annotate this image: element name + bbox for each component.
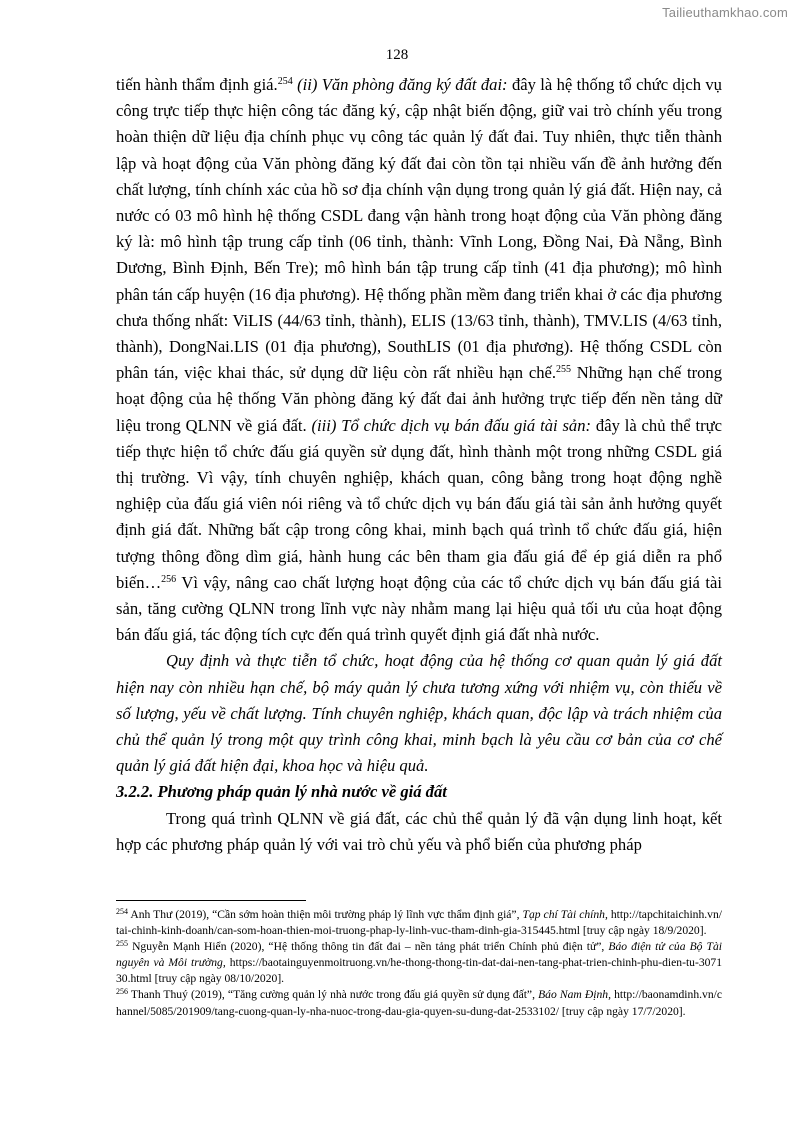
italic-conclusion: Quy định và thực tiễn tổ chức, hoạt động của hệ thống cơ quan quản lý giá đất hiện nay còn nhiều hạn chế, bộ máy quản lý chưa tương xứng với nhiệm vụ, còn thiếu về số lượng, yếu về chất lượng. Tính chuyên nghiệp, khách quan, độc lập và trách nhiệm của chủ thể quản lý trong một quy trình công khai, minh bạch là yêu cầu cơ bản của cơ chế quản lý giá đất hiện đại, khoa học và hiệu quả. xyxy=(116,651,722,776)
footnote-text: Nguyễn Mạnh Hiển (2020), “Hệ thống thông tin đất đai – nền tảng phát triển Chính phủ điện tử”, xyxy=(128,940,609,954)
text-run: đây là chủ thể trực tiếp thực hiện tổ chức đấu giá quyền sử dụng đất, hình thành một trong những CSDL giá thị trường. Vì vậy, tính chuyên nghiệp, khách quan, công bằng trong hoạt động nghề nghiệp của đấu giá viên nói riêng và tổ chức dịch vụ bán đấu giá tài sản ảnh hưởng quyết định giá đất. Những bất cập trong công khai, minh bạch quá trình tổ chức đấu giá, hiện tượng thông đồng dìm giá, hành hung các bên tham gia đấu giá để ép giá diễn ra phổ biến… xyxy=(116,415,723,592)
item-title-land-registration-office: (ii) Văn phòng đăng ký đất đai: xyxy=(292,75,508,94)
item-title-auction-organization: (iii) Tổ chức dịch vụ bán đấu giá tài sản: xyxy=(306,415,592,435)
text-run: tiến hành thẩm định giá. xyxy=(116,75,278,94)
watermark: Tailieuthamkhao.com xyxy=(662,5,788,20)
paragraph-2 xyxy=(116,648,722,779)
paragraph-3: Trong quá trình QLNN về giá đất, các chủ thể quản lý đã vận dụng linh hoạt, kết hợp các phương pháp quản lý với vai trò chủ yếu và phổ biến của phương pháp xyxy=(116,808,722,854)
text-run: Những hạn chế trong hoạt động của hệ thống Văn phòng đăng ký đất đai ảnh hưởng trực tiếp đến nền tảng dữ liệu trong QLNN về giá đất. xyxy=(116,363,722,435)
footnote-divider xyxy=(116,900,306,901)
text-run: đây là hệ thống tổ chức dịch vụ công trực tiếp thực hiện công tác đăng ký, cập nhật biến động, giữ vai trò chính yếu trong hoàn thiện dữ liệu địa chính phục vụ công tác quản lý đất đai. Tuy nhiên, thực tiễn thành lập và hoạt động của Văn phòng đăng ký đất đai còn tồn tại nhiều vấn đề ảnh hưởng đến chất lượng, tính chính xác của hồ sơ địa chính vận dụng trong quản lý giá đất. Hiện nay, cả nước có 03 mô hình hệ thống CSDL đang vận hành trong hoạt động của Văn phòng đăng ký là: mô hình tập trung cấp tỉnh (06 tỉnh, thành: Vĩnh Long, Đồng Nai, Đà Nẵng, Bình Dương, Bình Định, Bến Tre); mô hình bán tập trung cấp tỉnh (41 địa phương); mô hình phân tán cấp huyện (16 địa phương). Hệ thống phần mềm đang triển khai ở các địa phương chưa thống nhất: ViLIS (44/63 tỉnh, thành), ELIS (13/63 tỉnh, thành), TMV.LIS (4/63 tỉnh, thành), DongNai.LIS (01 địa phương), SouthLIS (01 địa phương). Hệ thống CSDL còn phân tán, việc khai thác, sử dụng dữ liệu còn rất nhiều hạn chế. xyxy=(116,75,722,383)
footnote-number: 256 xyxy=(116,987,128,997)
footnote-256 xyxy=(116,987,722,1019)
footnote-ref-256[interactable]: 256 xyxy=(161,573,177,585)
footnote-url[interactable]: http://baonamdinh.vn/channel/5085/201909/tang-cuong-quan-ly-nha-nuoc-trong-dau-gia-quyen-su-dung-dat-2533102/ [truy cập ngày 17/7/2020]. xyxy=(116,988,722,1018)
footnote-text: Anh Thư (2019), “Cần sớm hoàn thiện môi trường pháp lý lĩnh vực thẩm định giá”, xyxy=(128,908,523,921)
paragraph-1 xyxy=(116,72,722,648)
footnotes xyxy=(116,907,722,1020)
footnote-source: Báo điện tử của Bộ Tài nguyên và Môi trường, xyxy=(116,940,722,970)
footnote-source: Tạp chí Tài chính, xyxy=(522,908,608,921)
footnote-text: Thanh Thuý (2019), “Tăng cường quản lý nhà nước trong đấu giá quyền sử dụng đất”, xyxy=(128,988,539,1002)
footnote-url[interactable]: http://tapchitaichinh.vn/tai-chinh-kinh-doanh/can-som-hoan-thien-moi-truong-phap-ly-linh-vuc-tham-dinh-gia-315445.html [truy cập ngày 18/9/2020]. xyxy=(116,908,722,938)
footnote-number: 255 xyxy=(116,939,128,949)
footnote-255 xyxy=(116,939,722,987)
footnote-number: 254 xyxy=(116,907,128,916)
footnote-url[interactable]: https://baotainguyenmoitruong.vn/he-thong-thong-tin-dat-dai-nen-tang-phat-trien-chinh-phu-dien-tu-307130.html [truy cập ngày 08/10/2020]. xyxy=(116,956,723,986)
main-body xyxy=(116,72,722,858)
footnote-254 xyxy=(116,907,722,939)
footnote-source: Báo Nam Định, xyxy=(538,988,611,1002)
section-heading: 3.2.2. Phương pháp quản lý nhà nước về giá đất xyxy=(116,782,447,802)
text-run: Vì vậy, nâng cao chất lượng hoạt động của các tổ chức dịch vụ bán đấu giá tài sản, tăng cường QLNN trong lĩnh vực này nhằm mang lại hiệu quả tối ưu của hoạt động bán đấu giá, tác động tích cực đến quá trình quyết định giá đất nhà nước. xyxy=(116,572,722,645)
footnote-ref-255[interactable]: 255 xyxy=(556,364,572,376)
page-number: 128 xyxy=(385,47,409,63)
footnote-ref-254[interactable]: 254 xyxy=(277,76,293,87)
